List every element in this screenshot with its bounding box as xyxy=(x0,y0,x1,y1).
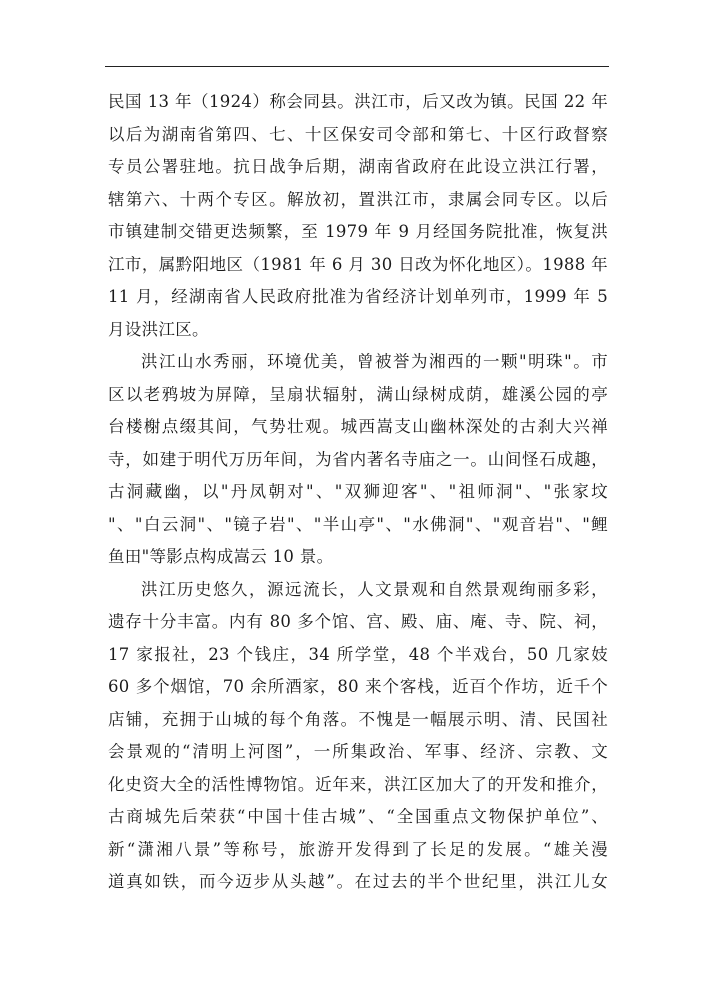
text-line: 古洞藏幽，以"丹凤朝对"、"双狮迎客"、"祖师洞"、"张家坟 xyxy=(108,482,608,501)
text-line: 会景观的“清明上河图”，一所集政治、军事、经济、宗教、文 xyxy=(108,742,608,761)
text-line: 江市，属黔阳地区（1981 年 6 月 30 日改为怀化地区）。1988 年 xyxy=(108,254,608,274)
text-line: 鱼田"等影点构成嵩云 10 景。 xyxy=(108,547,334,566)
paragraph-scenery xyxy=(108,346,608,574)
text-line: 古商城先后荣获“中国十佳古城”、“全国重点文物保护单位”、 xyxy=(108,807,608,826)
text-line: 台楼榭点缀其间，气势壮观。城西嵩支山幽林深处的古刹大兴禅 xyxy=(108,417,608,436)
paragraph-heritage xyxy=(108,574,608,899)
text-line: 寺，如建于明代万历年间，为省内著名寺庙之一。山间怪石成趣， xyxy=(108,449,608,469)
header-rule xyxy=(105,66,609,67)
text-line: 新“潇湘八景”等称号，旅游开发得到了长足的发展。“雄关漫 xyxy=(108,839,608,859)
text-line: 洪江历史悠久，源远流长，人文景观和自然景观绚丽多彩， xyxy=(141,579,608,599)
text-line: 辖第六、十两个专区。解放初，置洪江市，隶属会同专区。以后 xyxy=(108,189,608,209)
text-line: 民国 13 年（1924）称会同县。洪江市，后又改为镇。民国 22 年 xyxy=(108,92,608,111)
text-line: 店铺，充拥于山城的每个角落。不愧是一幅展示明、清、民国社 xyxy=(108,709,608,729)
text-line: 月设洪江区。 xyxy=(108,319,209,339)
text-line: 专员公署驻地。抗日战争后期，湖南省政府在此设立洪江行署， xyxy=(108,157,608,176)
text-line: "、"白云洞"、"镜子岩"、"半山亭"、"水佛洞"、"观音岩"、"鲤 xyxy=(108,514,608,534)
text-line: 化史资大全的活性博物馆。近年来，洪江区加大了的开发和推介， xyxy=(108,774,608,794)
document-body xyxy=(108,86,608,899)
text-line: 洪江山水秀丽，环境优美，曾被誉为湘西的一颗"明珠"。市 xyxy=(141,352,608,371)
paragraph-history-admin xyxy=(108,86,608,346)
text-line: 17 家报社，23 个钱庄，34 所学堂，48 个半戏台，50 几家妓 xyxy=(108,644,608,664)
text-line: 以后为湖南省第四、七、十区保安司令部和第七、十区行政督察 xyxy=(108,124,608,144)
text-line: 11 月，经湖南省人民政府批准为省经济计划单列市，1999 年 5 xyxy=(108,287,608,306)
text-line: 道真如铁，而今迈步从头越”。在过去的半个世纪里，洪江儿女 xyxy=(108,872,608,891)
text-line: 遗存十分丰富。内有 80 多个馆、宫、殿、庙、庵、寺、院、祠， xyxy=(108,612,608,631)
text-line: 区以老鸦坡为屏障，呈扇状辐射，满山绿树成荫，雄溪公园的亭 xyxy=(108,384,608,404)
text-line: 60 多个烟馆，70 余所酒家，80 来个客栈，近百个作坊，近千个 xyxy=(108,677,608,696)
text-line: 市镇建制交错更迭频繁，至 1979 年 9 月经国务院批准，恢复洪 xyxy=(108,222,608,241)
